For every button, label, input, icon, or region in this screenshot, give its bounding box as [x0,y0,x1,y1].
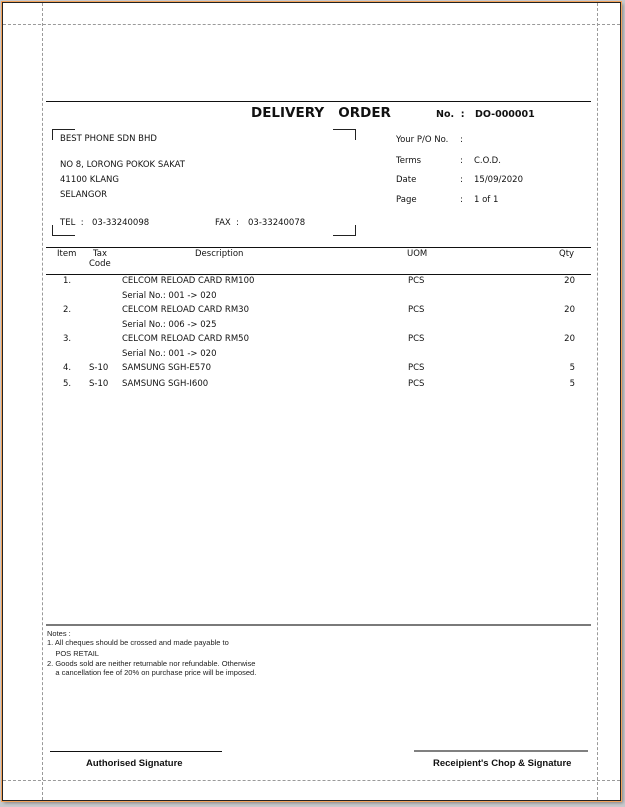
date-label: Date [396,175,417,185]
row-qty: 5 [569,379,575,389]
tel-label: TEL : [60,218,84,228]
company-address-line-2: 41100 KLANG [60,175,120,185]
row-description: CELCOM RELOAD CARD RM50 [122,334,249,344]
row-qty: 5 [569,363,575,373]
po-sep: : [460,135,463,145]
row-uom: PCS [408,276,425,286]
po-label: Your P/O No. [396,135,449,145]
notes-line-2: POS RETAIL [47,649,99,658]
recipient-signature-line [414,750,588,752]
terms-value: C.O.D. [474,156,501,166]
row-description: SAMSUNG SGH-E570 [122,363,212,373]
document-page [2,2,621,801]
date-sep: : [460,175,463,185]
row-uom: PCS [408,379,425,389]
table-header-rule [46,274,591,275]
fax-value: 03-33240078 [248,218,306,228]
col-header-tax-code: Code [89,259,111,269]
fax-label: FAX : [215,218,240,228]
row-item: 2. [63,305,72,315]
table-top-rule [46,247,591,248]
notes-heading: Notes : [47,629,71,638]
margin-guide-right [597,3,598,800]
margin-guide-top [3,24,620,25]
document-title: DELIVERY ORDER [251,105,391,121]
page-label: Page [396,195,417,205]
authorised-signature-line [50,751,222,752]
row-description: SAMSUNG SGH-I600 [122,379,209,389]
document-no-label: No. : [436,109,465,120]
row-item: 4. [63,363,72,373]
col-header-qty: Qty [559,249,575,259]
row-tax-code: S-10 [89,363,109,373]
col-header-tax: Tax [93,249,108,259]
margin-guide-bottom [3,780,620,781]
page-value: 1 of 1 [474,195,499,205]
company-address-line-3: SELANGOR [60,190,108,200]
row-serial: Serial No.: 001 -> 020 [122,349,217,359]
bracket-bottom-right [333,225,356,236]
col-header-item: Item [57,249,77,259]
row-description: CELCOM RELOAD CARD RM100 [122,276,255,286]
bracket-top-right [333,129,356,140]
margin-guide-left [42,3,43,800]
terms-sep: : [460,156,463,166]
authorised-signature-label: Authorised Signature [86,758,183,769]
notes-rule [46,624,591,626]
row-uom: PCS [408,334,425,344]
page-sep: : [460,195,463,205]
company-name: BEST PHONE SDN BHD [60,134,157,144]
row-qty: 20 [564,334,575,344]
date-value: 15/09/2020 [474,175,523,185]
notes-line-3: 2. Goods sold are neither returnable nor refundable. Otherwise [47,659,256,668]
row-item: 1. [63,276,72,286]
row-qty: 20 [564,305,575,315]
col-header-uom: UOM [407,249,428,259]
document-no-value: DO-000001 [475,109,535,120]
notes-line-4: a cancellation fee of 20% on purchase price will be imposed. [47,668,257,677]
company-address-line-1: NO 8, LORONG POKOK SAKAT [60,160,185,170]
row-tax-code: S-10 [89,379,109,389]
notes-line-1: 1. All cheques should be crossed and made payable to [47,638,229,647]
tel-value: 03-33240098 [92,218,150,228]
row-serial: Serial No.: 001 -> 020 [122,291,217,301]
recipient-signature-label: Receipient's Chop & Signature [433,758,572,769]
row-qty: 20 [564,276,575,286]
row-item: 3. [63,334,72,344]
col-header-description: Description [195,249,244,259]
terms-label: Terms [396,156,422,166]
row-description: CELCOM RELOAD CARD RM30 [122,305,249,315]
row-uom: PCS [408,305,425,315]
row-uom: PCS [408,363,425,373]
row-item: 5. [63,379,72,389]
row-serial: Serial No.: 006 -> 025 [122,320,217,330]
header-rule [46,101,591,102]
